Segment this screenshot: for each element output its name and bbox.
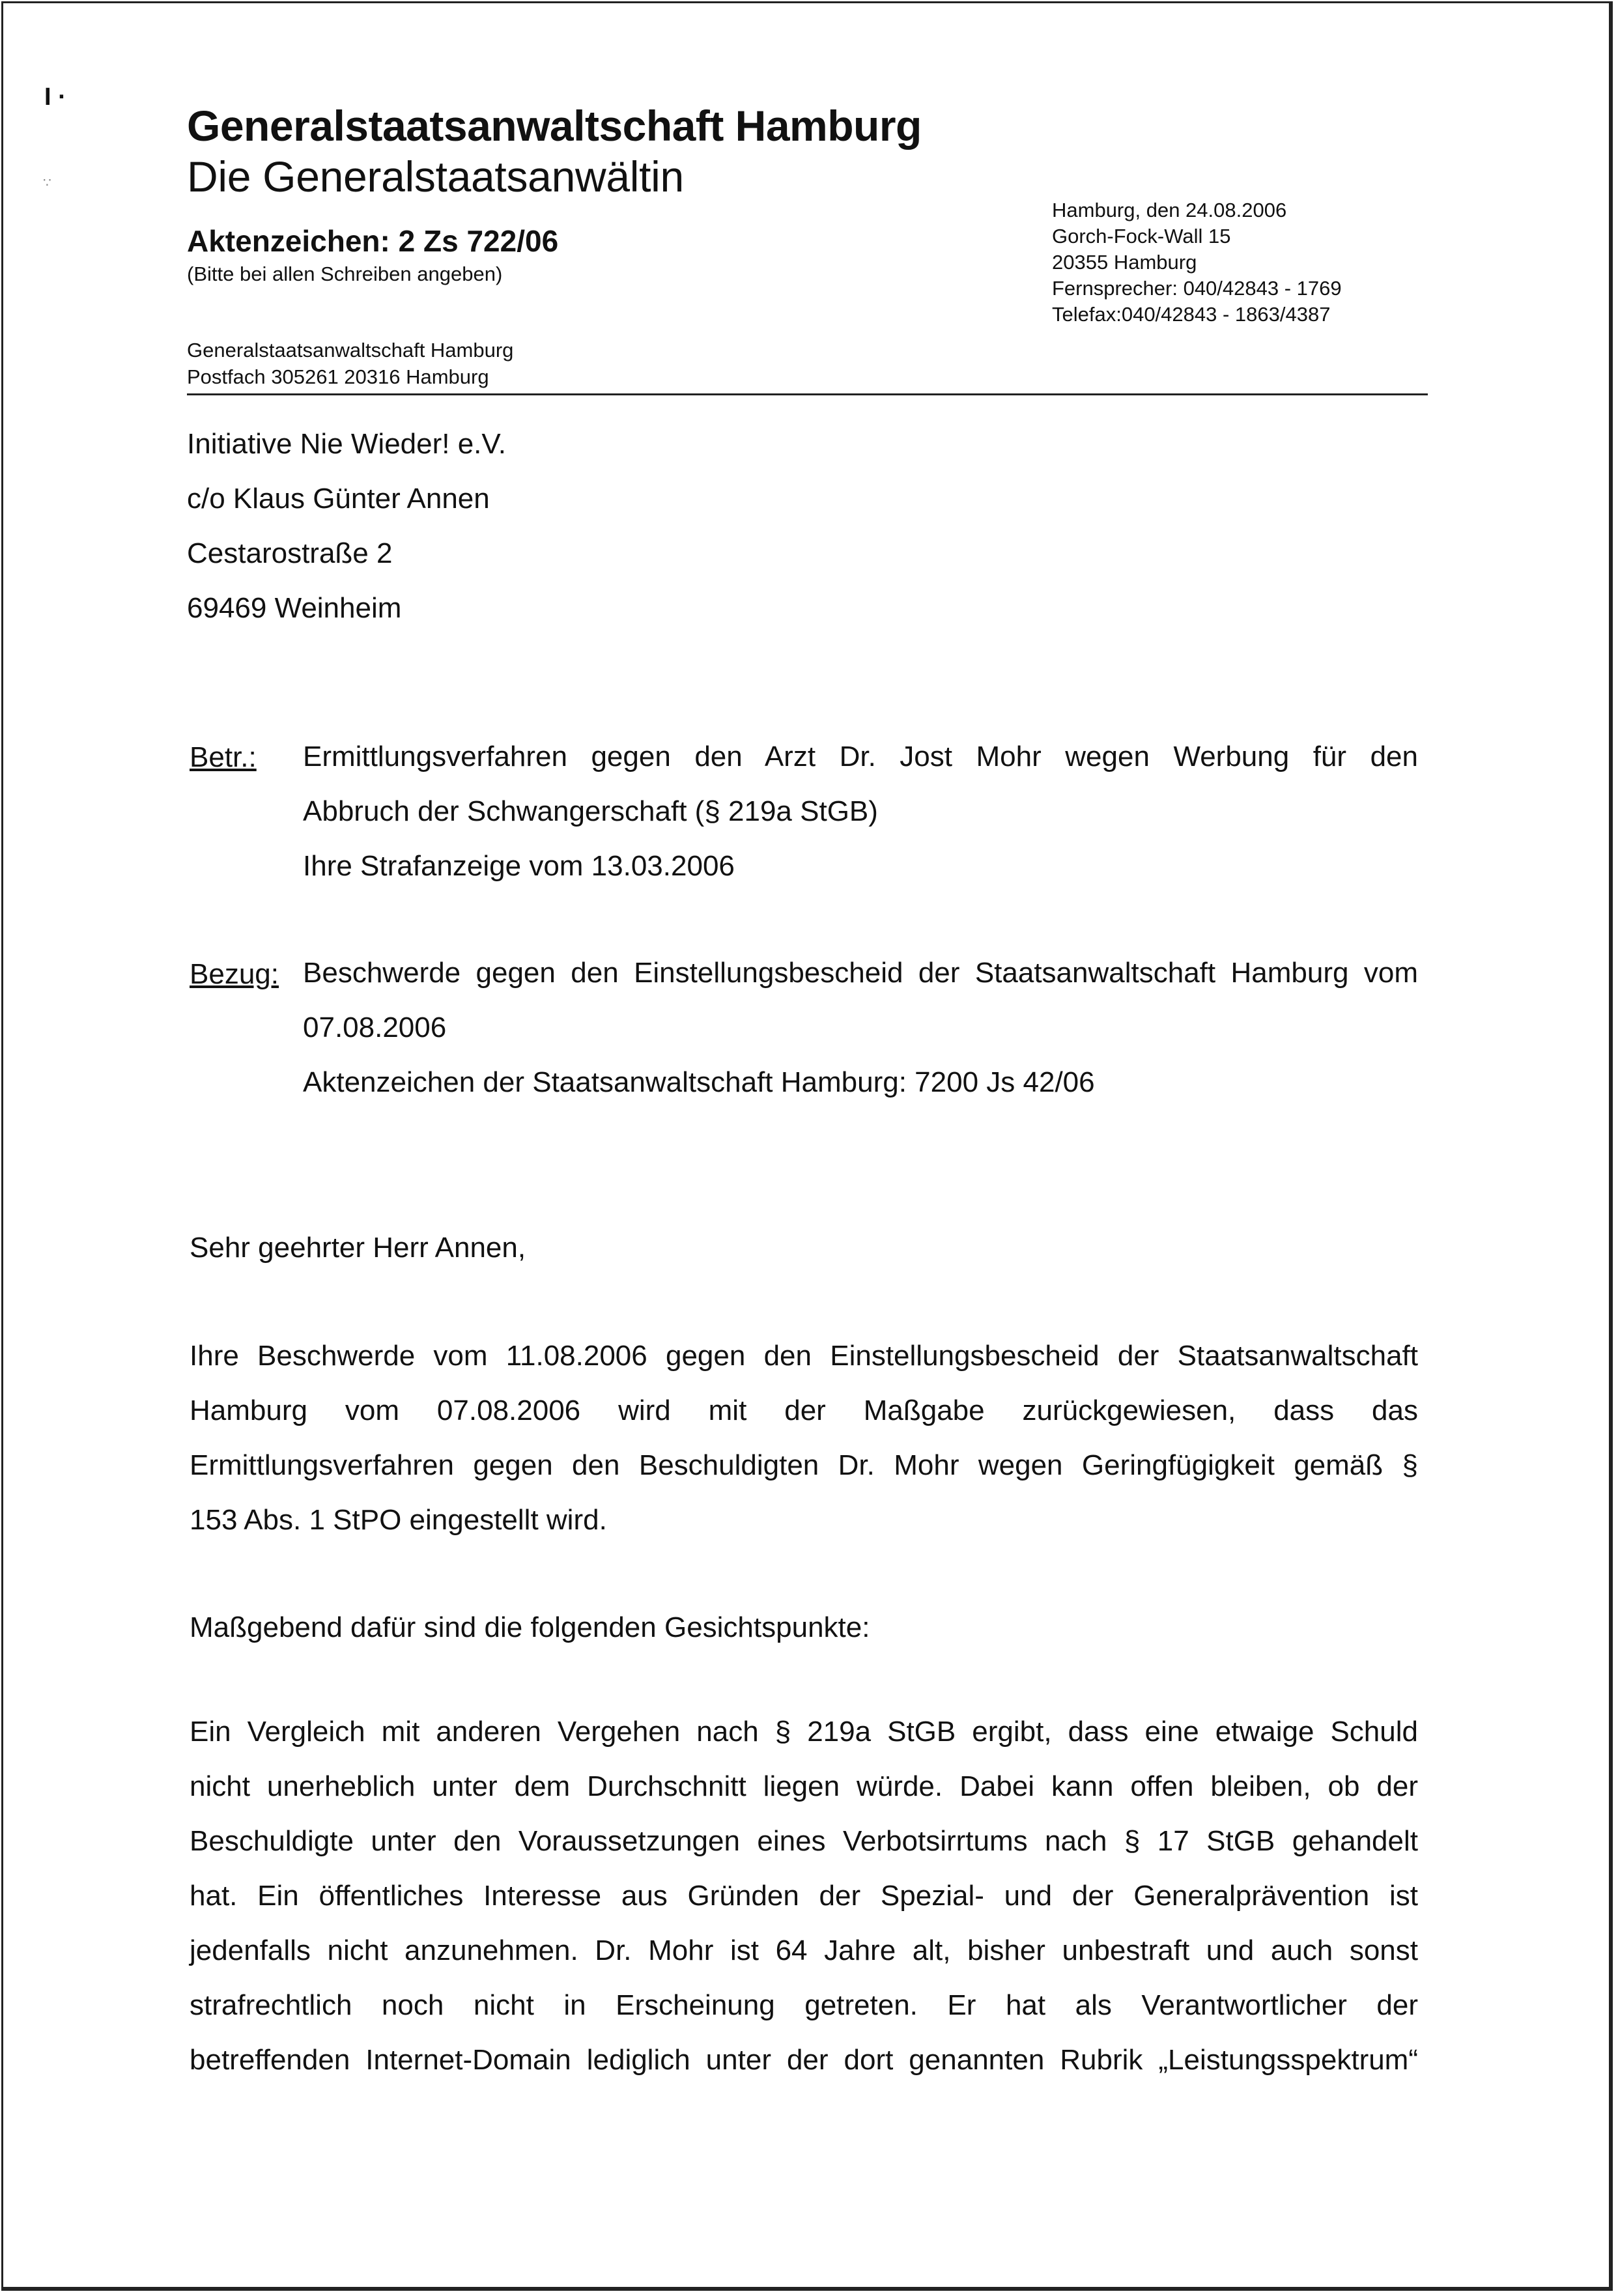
aktenzeichen-note: (Bitte bei allen Schreiben angeben) [187, 262, 503, 285]
paragraph-reasons [190, 1705, 1418, 2088]
betreff-line: Ihre Strafanzeige vom 13.03.2006 [303, 850, 735, 882]
header-divider [187, 393, 1428, 395]
margin-mark: I · [44, 83, 66, 111]
contact-phone: Fernsprecher: 040/42843 - 1769 [1052, 277, 1342, 300]
paragraph-line: Hamburg vom 07.08.2006 wird mit der Maßgabe zurückgewiesen, dass das [190, 1395, 1418, 1426]
betreff-block [303, 730, 1418, 894]
salutation: Sehr geehrter Herr Annen, [190, 1232, 526, 1264]
office-subtitle: Die Generalstaatsanwältin [187, 152, 684, 201]
paragraph-line: hat. Ein öffentliches Interesse aus Gründen der Spezial- und der Generalprävention ist [190, 1880, 1418, 1912]
recipient-line: 69469 Weinheim [187, 592, 402, 624]
paragraph-intro: Maßgebend dafür sind die folgenden Gesichtspunkte: [190, 1611, 870, 1643]
paragraph-decision [190, 1329, 1418, 1548]
paragraph-line: strafrechtlich noch nicht in Erscheinung getreten. Er hat als Verantwortlicher der [190, 1989, 1418, 2021]
paragraph-line: nicht unerheblich unter dem Durchschnitt liegen würde. Dabei kann offen bleiben, ob der [190, 1770, 1418, 1802]
aktenzeichen-value: 2 Zs 722/06 [398, 224, 559, 258]
paragraph-line: betreffenden Internet-Domain lediglich unter der dort genannten Rubrik „Leistungsspektrum“ [190, 2044, 1418, 2076]
bezug-line: Beschwerde gegen den Einstellungsbescheid der Staatsanwaltschaft Hamburg vom [303, 957, 1418, 989]
paragraph-line: jedenfalls nicht anzunehmen. Dr. Mohr ist 64 Jahre alt, bisher unbestraft und auch sonst [190, 1935, 1418, 1966]
paragraph-line: 153 Abs. 1 StPO eingestellt wird. [190, 1504, 607, 1536]
paragraph-line: Ihre Beschwerde vom 11.08.2006 gegen den Einstellungsbescheid der Staatsanwaltschaft [190, 1340, 1418, 1372]
recipient-line: c/o Klaus Günter Annen [187, 483, 490, 515]
bezug-label: Bezug: [190, 958, 279, 990]
margin-mark-small: ∵ [43, 176, 51, 190]
return-address [187, 337, 513, 390]
bezug-block [303, 946, 1418, 1110]
recipient-line: Initiative Nie Wieder! e.V. [187, 428, 506, 460]
contact-city: 20355 Hamburg [1052, 251, 1197, 274]
contact-fax: Telefax:040/42843 - 1863/4387 [1052, 303, 1331, 326]
contact-street: Gorch-Fock-Wall 15 [1052, 225, 1231, 248]
return-address-line: Postfach 305261 20316 Hamburg [187, 365, 489, 388]
paragraph-line: Beschuldigte unter den Voraussetzungen eines Verbotsirrtums nach § 17 StGB gehandelt [190, 1825, 1418, 1857]
betreff-line: Abbruch der Schwangerschaft (§ 219a StGB) [303, 795, 878, 827]
recipient-address [187, 417, 506, 636]
authority-title: Generalstaatsanwaltschaft Hamburg [187, 102, 922, 150]
paragraph-line: Ermittlungsverfahren gegen den Beschuldigten Dr. Mohr wegen Geringfügigkeit gemäß § [190, 1449, 1418, 1481]
recipient-line: Cestarostraße 2 [187, 537, 393, 569]
bezug-line: 07.08.2006 [303, 1012, 447, 1043]
paragraph-line: Ein Vergleich mit anderen Vergehen nach § 219a StGB ergibt, dass eine etwaige Schuld [190, 1716, 1418, 1748]
betreff-label: Betr.: [190, 741, 257, 773]
aktenzeichen-label: Aktenzeichen: [187, 224, 390, 258]
return-address-line: Generalstaatsanwaltschaft Hamburg [187, 339, 514, 361]
contact-block [1052, 197, 1342, 328]
bezug-line: Aktenzeichen der Staatsanwaltschaft Hamburg: 7200 Js 42/06 [303, 1066, 1095, 1098]
letter-date: Hamburg, den 24.08.2006 [1052, 199, 1287, 221]
betreff-line: Ermittlungsverfahren gegen den Arzt Dr. Jost Mohr wegen Werbung für den [303, 741, 1418, 772]
aktenzeichen [187, 223, 558, 259]
